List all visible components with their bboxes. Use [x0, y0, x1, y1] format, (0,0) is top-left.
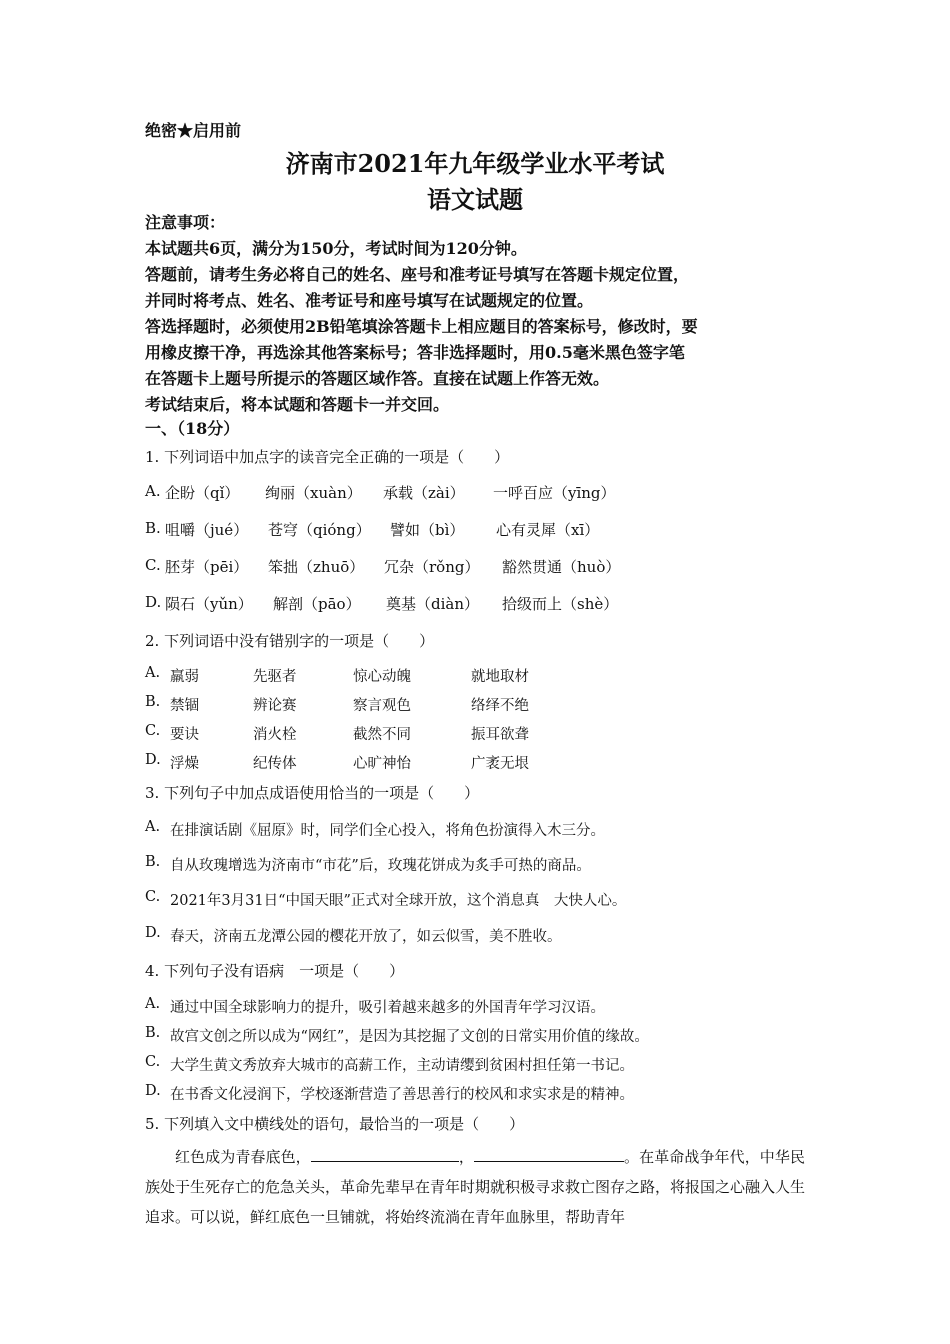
passage-rest: 。在革命战争年代，中华民族处于生死存亡的危急关头，革命先辈早在青年时期就积极寻求救亡图存之路，将报国之心融入人生追求。可以说，鲜红底色一旦铺就，将始终流淌在青年血脉里，帮助青年 — [145, 1148, 806, 1226]
option-item: 辨论赛 — [253, 698, 297, 714]
notice-line: 考试结束后，将本试题和答题卡一并交回。 — [145, 395, 450, 414]
option-letter: A. — [145, 996, 161, 1012]
question-1-stem: 1. 下列词语中加点字的读音完全正确的一项是（ ） — [145, 448, 510, 466]
notice-line: 并同时将考点、姓名、准考证号和座号填写在试题规定的位置。 — [145, 291, 594, 310]
option-text: 在书香文化浸润下，学校逐渐营造了善思善行的校风和求实求是的精神。 — [170, 1087, 634, 1103]
option-letter: A. — [145, 819, 161, 835]
option-text: 在排演话剧《屈原》时，同学们全心投入，将角色扮演得入木三分。 — [170, 823, 605, 839]
question-3-stem: 3. 下列句子中加点成语使用恰当的一项是（ ） — [145, 784, 480, 802]
exam-subtitle: 语文试题 — [427, 185, 523, 214]
option-item: 咀嚼（jué） — [165, 521, 249, 539]
option-item: 笨拙（zhuō） — [268, 558, 365, 576]
option-item: 察言观色 — [353, 698, 411, 714]
option-text: 春天，济南五龙潭公园的樱花开放了，如云似雪，美不胜收。 — [170, 929, 562, 945]
option-letter: A. — [145, 482, 161, 500]
option-item: 截然不同 — [353, 727, 411, 743]
answer-blank-2 — [474, 1147, 624, 1162]
option-letter: D. — [145, 925, 161, 941]
passage-comma: ， — [458, 1148, 474, 1166]
option-letter: D. — [145, 593, 162, 611]
question-2-stem: 2. 下列词语中没有错别字的一项是（ ） — [145, 632, 435, 650]
notice-line: 本试题共6页，满分为150分，考试时间为120分钟。 — [145, 239, 527, 258]
option-item: 振耳欲聋 — [471, 727, 529, 743]
option-letter: B. — [145, 519, 161, 537]
answer-blank-1 — [311, 1147, 459, 1162]
option-item: 胚芽（pēi） — [165, 558, 249, 576]
option-item: 消火栓 — [253, 727, 297, 743]
option-item: 羸弱 — [170, 669, 199, 685]
option-letter: A. — [145, 665, 161, 681]
reading-passage — [145, 1142, 805, 1232]
option-letter: C. — [145, 1054, 161, 1070]
question-4-stem: 4. 下列句子没有语病 一项是（ ） — [145, 962, 405, 980]
notice-line: 用橡皮擦干净，再选涂其他答案标号；答非选择题时，用0.5毫米黑色签字笔 — [145, 343, 685, 362]
option-item: 浮燥 — [170, 756, 199, 772]
passage-start: 红色成为青春底色， — [175, 1148, 311, 1166]
notice-line: 答题前，请考生务必将自己的姓名、座号和准考证号填写在答题卡规定位置， — [145, 265, 690, 284]
section-heading: 一、（18分） — [145, 419, 240, 438]
option-item: 譬如（bì） — [390, 521, 465, 539]
option-text: 自从玫瑰增选为济南市“市花”后，玫瑰花饼成为炙手可热的商品。 — [170, 858, 591, 874]
notice-line: 在答题卡上题号所提示的答题区域作答。直接在试题上作答无效。 — [145, 369, 610, 388]
option-item: 广袤无垠 — [471, 756, 529, 772]
question-5-stem: 5. 下列填入文中横线处的语句，最恰当的一项是（ ） — [145, 1115, 525, 1133]
notice-line: 答选择题时，必须使用2B铅笔填涂答题卡上相应题目的答案标号，修改时，要 — [145, 317, 698, 336]
option-item: 绚丽（xuàn） — [265, 484, 362, 502]
option-letter: B. — [145, 694, 161, 710]
option-item: 苍穹（qióng） — [268, 521, 371, 539]
option-letter: B. — [145, 1025, 161, 1041]
option-item: 拾级而上（shè） — [502, 595, 619, 613]
option-item: 禁锢 — [170, 698, 199, 714]
option-item: 惊心动魄 — [353, 669, 411, 685]
option-letter: D. — [145, 752, 161, 768]
option-letter: C. — [145, 556, 161, 574]
option-item: 奠基（diàn） — [386, 595, 480, 613]
option-text: 2021年3月31日“中国天眼”正式对全球开放，这个消息真 大快人心。 — [170, 893, 627, 909]
option-item: 要诀 — [170, 727, 199, 743]
option-item: 解剖（pāo） — [273, 595, 361, 613]
option-item: 就地取材 — [471, 669, 529, 685]
option-text: 通过中国全球影响力的提升，吸引着越来越多的外国青年学习汉语。 — [170, 1000, 605, 1016]
option-letter: B. — [145, 854, 161, 870]
exam-title: 济南市2021年九年级学业水平考试 — [285, 149, 665, 178]
option-text: 故宫文创之所以成为“网红”，是因为其挖掘了文创的日常实用价值的缘故。 — [170, 1029, 649, 1045]
option-item: 纪传体 — [253, 756, 297, 772]
option-item: 络绎不绝 — [471, 698, 529, 714]
option-item: 承载（zài） — [383, 484, 465, 502]
notice-heading: 注意事项： — [145, 213, 226, 232]
option-item: 企盼（qǐ） — [165, 484, 240, 502]
option-item: 冗杂（rǒng） — [384, 558, 480, 576]
option-letter: D. — [145, 1083, 161, 1099]
option-item: 陨石（yǔn） — [165, 595, 253, 613]
option-item: 一呼百应（yīng） — [493, 484, 616, 502]
secret-label: 绝密★启用前 — [145, 121, 242, 140]
option-text: 大学生黄文秀放弃大城市的高薪工作，主动请缨到贫困村担任第一书记。 — [170, 1058, 634, 1074]
option-item: 先驱者 — [253, 669, 297, 685]
option-letter: C. — [145, 723, 161, 739]
option-item: 豁然贯通（huò） — [502, 558, 621, 576]
option-item: 心有灵犀（xī） — [496, 521, 600, 539]
option-item: 心旷神怡 — [353, 756, 411, 772]
option-letter: C. — [145, 889, 161, 905]
